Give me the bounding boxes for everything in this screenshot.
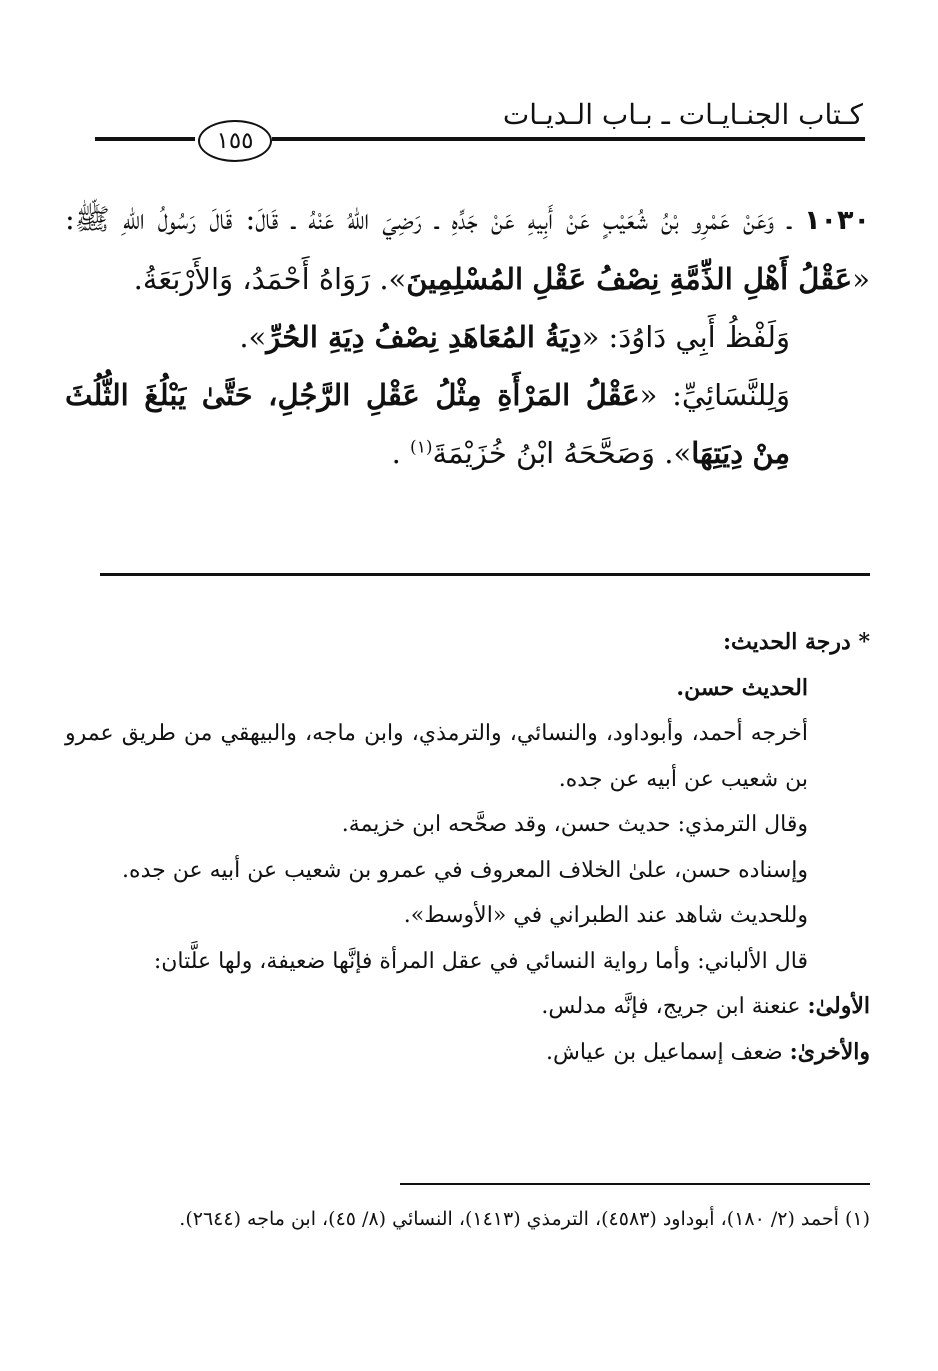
footnote-divider bbox=[400, 1183, 870, 1185]
takhrij-paragraph: أخرجه أحمد، وأبوداود، والنسائي، والترمذي، وابن ماجه، والبيهقي من طريق عمرو بن شعيب عن أبيه عن جده. bbox=[65, 721, 808, 792]
second-defect bbox=[65, 1030, 870, 1076]
header-rule-right bbox=[272, 137, 865, 141]
hadith-text: عَنْهُ ـ قَالَ: قَالَ رَسُولُ اللهِ ﷺ: « bbox=[65, 202, 870, 296]
hadith-text: ـ وَعَنْ عَمْرِو بْنُ شُعَيْبٍ عَنْ أَبِيهِ عَنْ جَدِّهِ ـ رَضِيَ اللهُ bbox=[347, 202, 791, 236]
grade-verdict: الحديث حسن. bbox=[676, 674, 808, 701]
nasai-wording bbox=[65, 366, 870, 482]
second-defect-label: والأخرىٰ: bbox=[789, 1038, 870, 1065]
hadith-block bbox=[65, 190, 870, 482]
hadith-text: وَلَفْظُ أَبِي دَاوُدَ: « bbox=[581, 320, 790, 354]
albani-paragraph: قال الألباني: وأما رواية النسائي في عقل المرأة فإنَّها ضعيفة، ولها علَّتان: bbox=[153, 948, 808, 974]
hadith-quote: عَقْلُ المَرْأَةِ مِثْلُ عَقْلِ الرَّجُلِ، حَتَّىٰ يَبْلُغَ الثُّلُثَ مِنْ bbox=[65, 378, 790, 470]
hadith-quote: دِيَةُ المُعَاهَدِ نِصْفُ دِيَةِ الحُرِّ bbox=[266, 320, 582, 354]
hadith-text: ». وَصَحَّحَهُ ابْنُ خُزَيْمَةَ bbox=[432, 436, 692, 470]
section-divider bbox=[100, 573, 870, 576]
second-defect-text: ضعف إسماعيل بن عياش. bbox=[546, 1039, 790, 1065]
hadith-text: . bbox=[391, 436, 401, 470]
hadith-text: وَلِلنَّسَائِيِّ: « bbox=[639, 378, 790, 412]
first-defect-text: عنعنة ابن جريج، فإنَّه مدلس. bbox=[541, 994, 808, 1019]
hadith-line bbox=[65, 190, 870, 308]
hadith-quote: المُسْلِمِينَ bbox=[406, 262, 524, 296]
commentary-block bbox=[65, 620, 870, 1075]
hadith-quote: عَقْلُ أَهْلِ الذِّمَّةِ نِصْفُ عَقْلِ bbox=[532, 262, 853, 296]
page-number: ١٥٥ bbox=[198, 120, 272, 162]
running-header-title: كـتاب الجنـايـات ـ بـاب الـديـات bbox=[502, 98, 863, 131]
footnote-reference: (١) bbox=[410, 437, 433, 458]
first-defect-label: الأولىٰ: bbox=[807, 993, 870, 1019]
hadith-text: ». رَوَاهُ أَحْمَدُ، وَالأَرْبَعَةُ. bbox=[133, 262, 407, 296]
hadith-number: ١٠٣٠ bbox=[804, 205, 870, 236]
tirmidhi-paragraph: وقال الترمذي: حديث حسن، وقد صحَّحه ابن خزيمة. bbox=[341, 812, 808, 837]
isnad-paragraph: وإسناده حسن، علىٰ الخلاف المعروف في عمرو بن شعيب عن أبيه عن جده. bbox=[122, 857, 808, 883]
witness-paragraph: وللحديث شاهد عند الطبراني في «الأوسط». bbox=[403, 903, 808, 928]
first-defect bbox=[65, 984, 870, 1030]
footnote: (١) أحمد (٢/ ١٨٠)، أبوداود (٤٥٨٣)، الترمذي (١٤١٣)، النسائي (٨/ ٤٥)، ابن ماجه (٢٦٤٤). bbox=[179, 1208, 870, 1230]
abu-dawud-wording bbox=[65, 308, 870, 366]
hadith-quote: دِيَتِهَا bbox=[691, 436, 744, 470]
hadith-text: ». bbox=[239, 320, 267, 354]
header-rule-left bbox=[95, 137, 195, 141]
grade-heading: * درجة الحديث: bbox=[722, 629, 870, 655]
